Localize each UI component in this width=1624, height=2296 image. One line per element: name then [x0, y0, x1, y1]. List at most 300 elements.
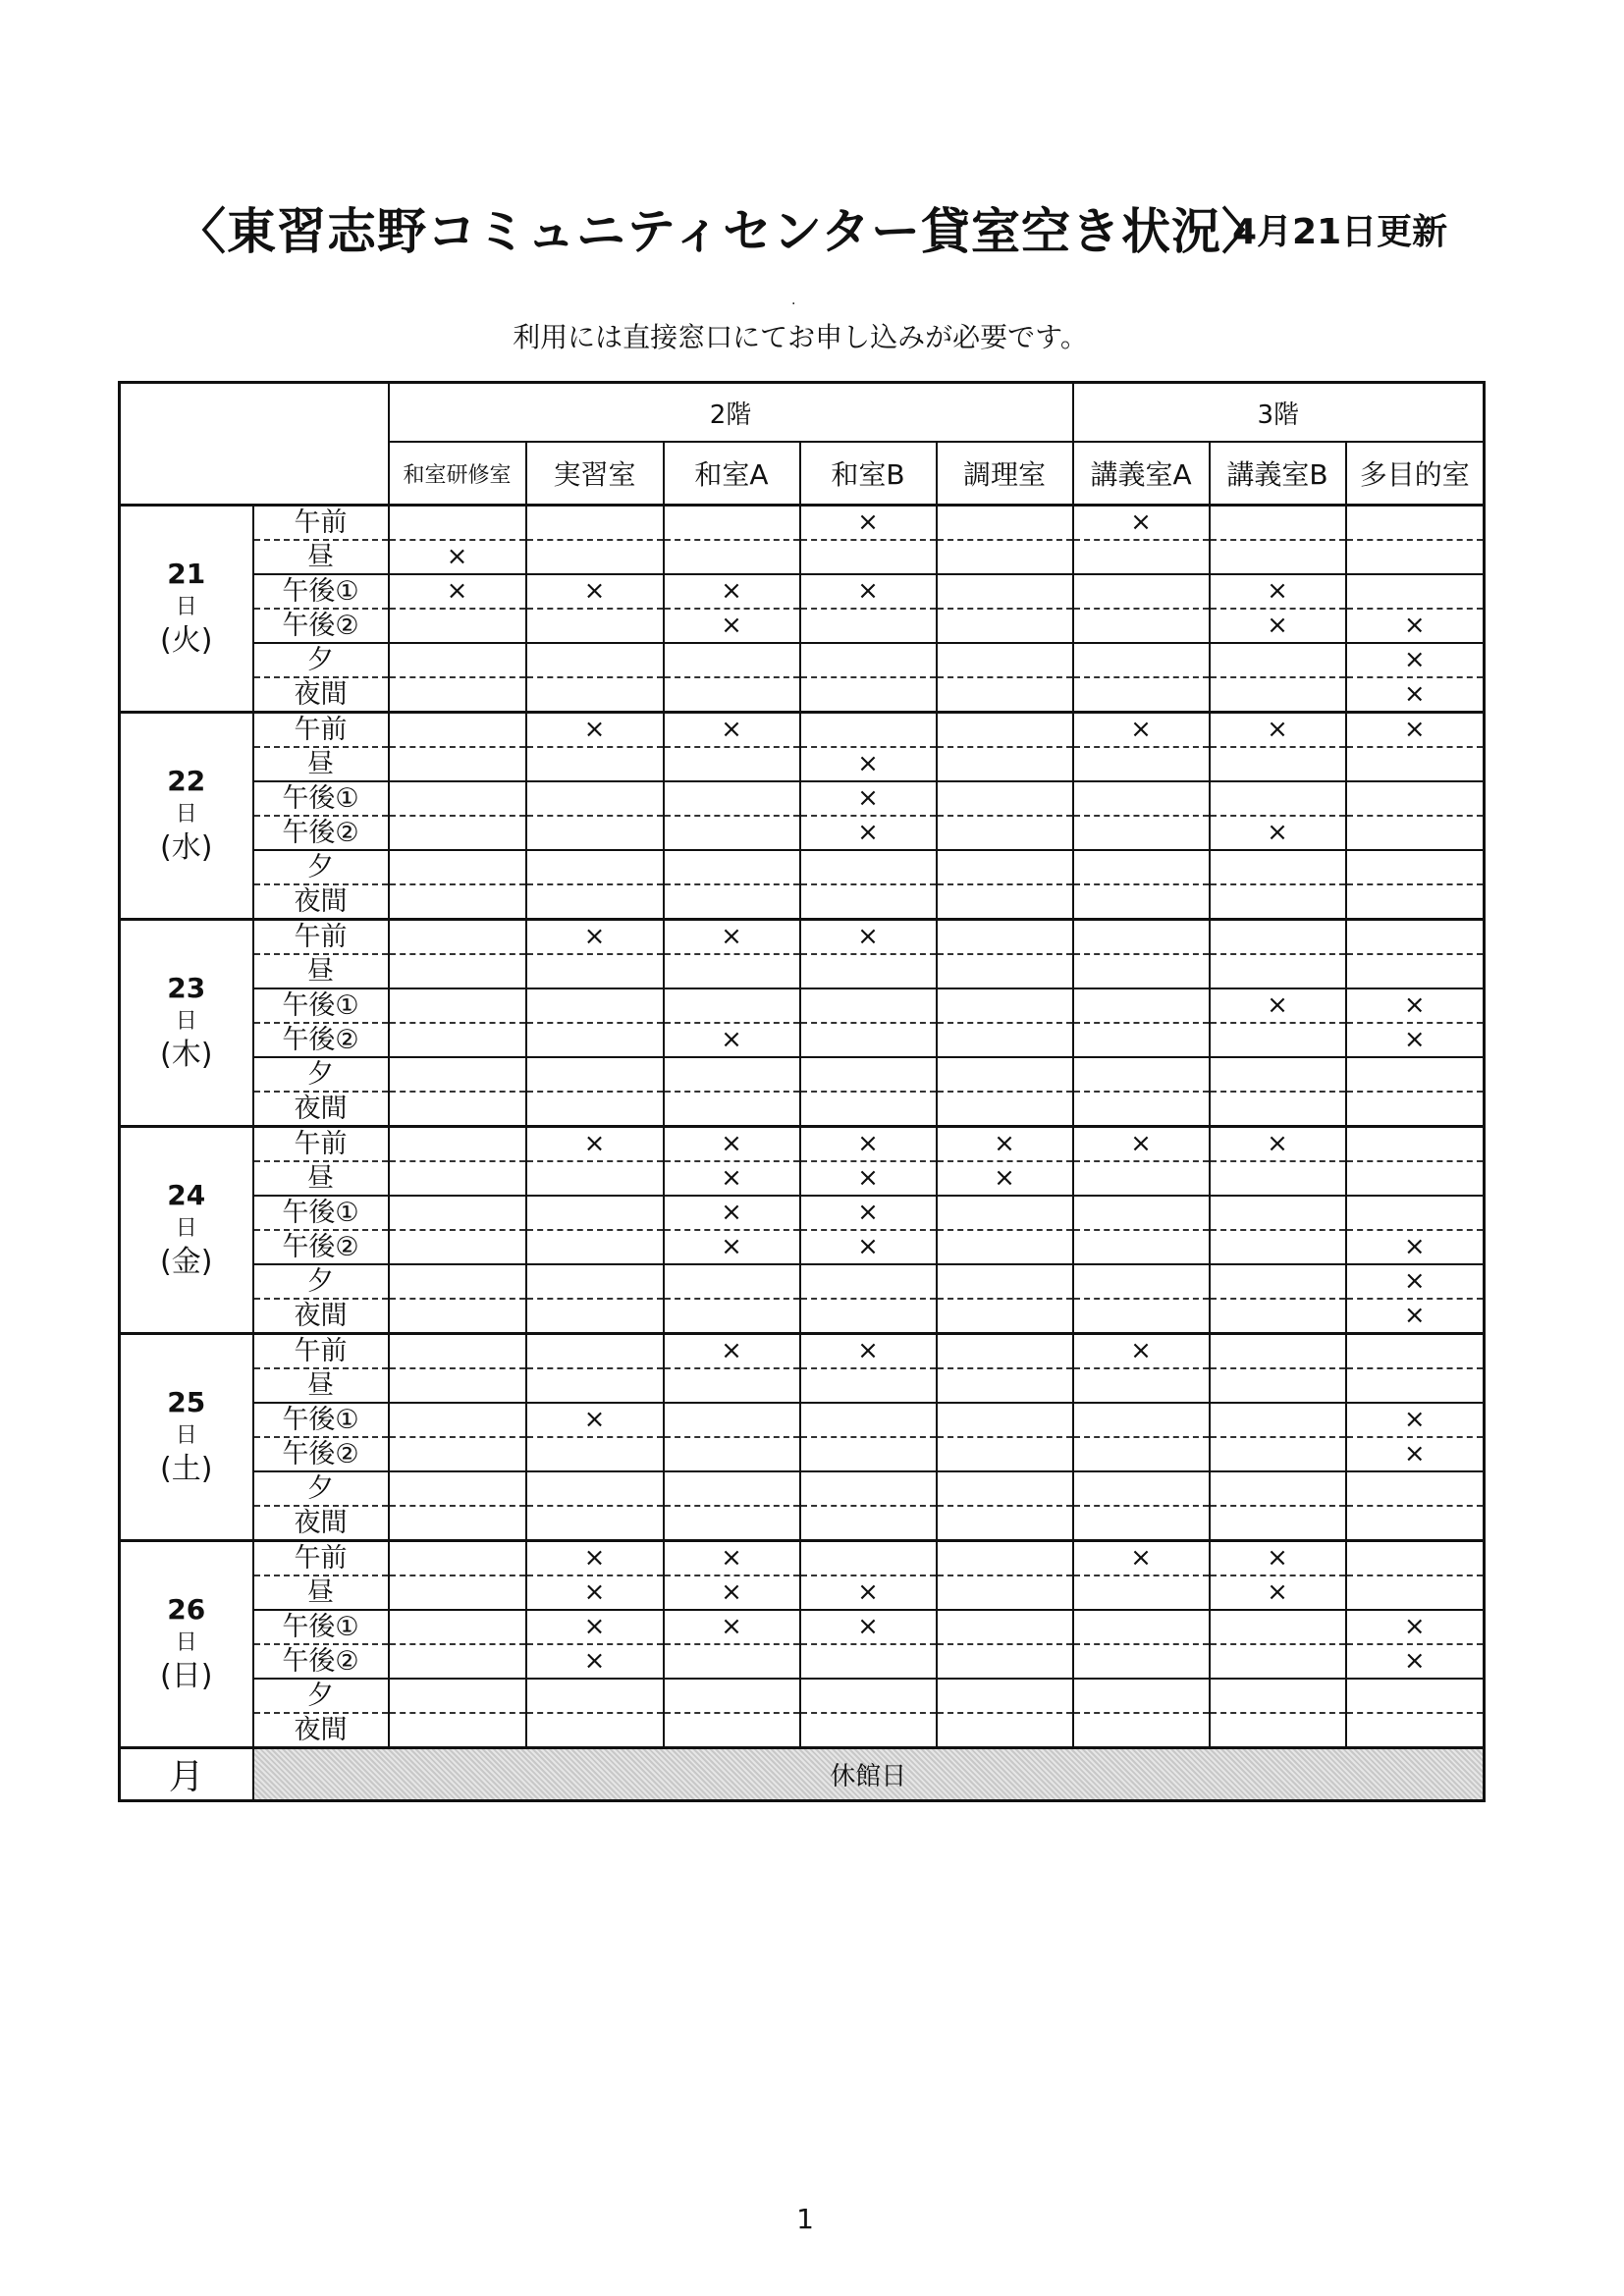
- slot-row: [120, 884, 1485, 920]
- slot-row: [120, 1713, 1485, 1748]
- availability-cell: [1210, 1230, 1346, 1264]
- time-slot-label: 夜間: [253, 1713, 389, 1748]
- availability-cell: [937, 1403, 1073, 1437]
- availability-cell: [1346, 1368, 1485, 1403]
- availability-cell: [937, 1679, 1073, 1713]
- weekday: (日): [160, 1659, 213, 1694]
- availability-cell: [389, 1092, 526, 1127]
- availability-cell: [800, 1471, 937, 1506]
- availability-cell: ×: [800, 747, 937, 781]
- floor-3-header: 3階: [1073, 383, 1485, 443]
- availability-cell: [664, 1437, 800, 1471]
- availability-cell: [389, 1713, 526, 1748]
- availability-cell: [1073, 1437, 1210, 1471]
- availability-cell: [526, 1368, 664, 1403]
- availability-cell: ×: [664, 713, 800, 748]
- time-slot-label: 夕: [253, 850, 389, 884]
- availability-cell: [800, 1299, 937, 1334]
- availability-cell: ×: [664, 1610, 800, 1644]
- day-number: 23: [167, 972, 206, 1004]
- availability-cell: [1073, 643, 1210, 677]
- availability-cell: ×: [800, 1610, 937, 1644]
- availability-cell: [389, 920, 526, 955]
- availability-cell: [1210, 540, 1346, 574]
- availability-cell: [1346, 747, 1485, 781]
- availability-cell: [664, 643, 800, 677]
- availability-cell: [1073, 540, 1210, 574]
- time-slot-label: 午後①: [253, 1196, 389, 1230]
- availability-cell: [664, 1713, 800, 1748]
- time-slot-label: 午前: [253, 713, 389, 748]
- availability-cell: [1346, 1196, 1485, 1230]
- availability-cell: [1210, 1161, 1346, 1196]
- availability-cell: [800, 1713, 937, 1748]
- availability-cell: [937, 1023, 1073, 1057]
- day-number: 26: [167, 1593, 206, 1626]
- availability-cell: [664, 781, 800, 816]
- availability-cell: ×: [1210, 1575, 1346, 1610]
- time-slot-label: 夕: [253, 643, 389, 677]
- availability-cell: ×: [664, 1127, 800, 1162]
- availability-cell: [1346, 1334, 1485, 1369]
- availability-cell: [389, 1023, 526, 1057]
- availability-cell: [800, 884, 937, 920]
- slot-row: [120, 1264, 1485, 1299]
- page-title: 〈東習志野コミュニティセンター貸室空き状況〉: [177, 203, 1272, 260]
- availability-cell: ×: [1210, 1127, 1346, 1162]
- availability-cell: [389, 1127, 526, 1162]
- slot-row: [120, 1334, 1485, 1369]
- availability-cell: [1210, 506, 1346, 541]
- availability-cell: [1210, 1264, 1346, 1299]
- availability-cell: [1210, 1506, 1346, 1541]
- availability-cell: [800, 643, 937, 677]
- availability-cell: [1210, 1196, 1346, 1230]
- availability-cell: [800, 1506, 937, 1541]
- slot-row: [120, 677, 1485, 713]
- availability-cell: [937, 1196, 1073, 1230]
- availability-cell: ×: [1346, 609, 1485, 643]
- availability-cell: [526, 1057, 664, 1092]
- availability-cell: [1073, 1161, 1210, 1196]
- availability-cell: ×: [800, 1334, 937, 1369]
- availability-cell: ×: [1210, 988, 1346, 1023]
- availability-cell: [1210, 1023, 1346, 1057]
- slot-row: [120, 713, 1485, 748]
- availability-cell: ×: [664, 574, 800, 609]
- availability-cell: [664, 1264, 800, 1299]
- slot-row: [120, 1023, 1485, 1057]
- availability-cell: [1073, 1713, 1210, 1748]
- availability-cell: [1346, 1471, 1485, 1506]
- availability-cell: [1073, 988, 1210, 1023]
- availability-cell: [389, 1506, 526, 1541]
- time-slot-label: 午前: [253, 1127, 389, 1162]
- availability-cell: [800, 1679, 937, 1713]
- time-slot-label: 午後②: [253, 1437, 389, 1471]
- availability-cell: [664, 884, 800, 920]
- availability-cell: [526, 677, 664, 713]
- availability-cell: [937, 884, 1073, 920]
- usage-notice: 利用には直接窓口にてお申し込みが必要です。: [513, 321, 1088, 353]
- time-slot-label: 夜間: [253, 1506, 389, 1541]
- time-slot-label: 午後②: [253, 609, 389, 643]
- availability-cell: [664, 954, 800, 988]
- availability-cell: [937, 1610, 1073, 1644]
- weekday: (火): [160, 623, 213, 659]
- slot-row: [120, 850, 1485, 884]
- availability-cell: [389, 677, 526, 713]
- availability-cell: [1073, 884, 1210, 920]
- time-slot-label: 昼: [253, 1368, 389, 1403]
- availability-cell: [389, 1679, 526, 1713]
- availability-cell: [526, 1437, 664, 1471]
- availability-cell: [526, 1196, 664, 1230]
- availability-cell: [389, 1334, 526, 1369]
- availability-cell: [1073, 677, 1210, 713]
- availability-cell: [664, 1506, 800, 1541]
- availability-cell: [937, 850, 1073, 884]
- availability-cell: ×: [1346, 1437, 1485, 1471]
- availability-cell: [1210, 1679, 1346, 1713]
- availability-cell: [1346, 1679, 1485, 1713]
- availability-cell: [1210, 1092, 1346, 1127]
- availability-cell: [389, 1437, 526, 1471]
- availability-cell: [664, 850, 800, 884]
- day-label: [120, 1541, 253, 1748]
- availability-cell: [664, 506, 800, 541]
- availability-cell: [937, 988, 1073, 1023]
- time-slot-label: 午前: [253, 506, 389, 541]
- slot-row: [120, 954, 1485, 988]
- availability-cell: [1073, 1610, 1210, 1644]
- slot-row: [120, 574, 1485, 609]
- availability-cell: ×: [526, 920, 664, 955]
- availability-cell: [800, 1368, 937, 1403]
- availability-cell: [526, 609, 664, 643]
- availability-cell: [937, 816, 1073, 850]
- corner-cell: [120, 383, 389, 506]
- time-slot-label: 夕: [253, 1057, 389, 1092]
- availability-cell: [389, 506, 526, 541]
- availability-cell: [526, 540, 664, 574]
- time-slot-label: 午後①: [253, 781, 389, 816]
- availability-cell: [526, 1230, 664, 1264]
- time-slot-label: 昼: [253, 540, 389, 574]
- availability-cell: ×: [664, 1196, 800, 1230]
- availability-cell: [526, 1471, 664, 1506]
- availability-cell: [937, 1057, 1073, 1092]
- availability-cell: ×: [800, 1575, 937, 1610]
- availability-cell: [1210, 850, 1346, 884]
- availability-cell: [1073, 1575, 1210, 1610]
- availability-cell: [664, 1299, 800, 1334]
- time-slot-label: 昼: [253, 1575, 389, 1610]
- weekday: (金): [160, 1245, 213, 1280]
- availability-cell: [1210, 643, 1346, 677]
- availability-cell: [1210, 747, 1346, 781]
- availability-cell: ×: [526, 1403, 664, 1437]
- availability-cell: [389, 1196, 526, 1230]
- slot-row: [120, 781, 1485, 816]
- availability-cell: [937, 1644, 1073, 1679]
- availability-cell: [389, 713, 526, 748]
- availability-cell: [937, 1506, 1073, 1541]
- availability-cell: [1073, 574, 1210, 609]
- availability-cell: [1073, 1264, 1210, 1299]
- availability-cell: [1210, 1057, 1346, 1092]
- availability-cell: [1346, 884, 1485, 920]
- availability-cell: [1210, 954, 1346, 988]
- availability-cell: [800, 1264, 937, 1299]
- availability-cell: [937, 1541, 1073, 1576]
- availability-cell: ×: [1073, 713, 1210, 748]
- availability-cell: [389, 988, 526, 1023]
- slot-row: [120, 1368, 1485, 1403]
- availability-cell: [526, 988, 664, 1023]
- availability-cell: [664, 747, 800, 781]
- availability-cell: [1073, 1196, 1210, 1230]
- availability-cell: [937, 954, 1073, 988]
- slot-row: [120, 1057, 1485, 1092]
- availability-cell: [1346, 1506, 1485, 1541]
- slot-row: [120, 1437, 1485, 1471]
- availability-cell: [937, 1230, 1073, 1264]
- availability-cell: [389, 1161, 526, 1196]
- availability-cell: [937, 540, 1073, 574]
- availability-cell: [1210, 677, 1346, 713]
- availability-cell: ×: [1210, 574, 1346, 609]
- time-slot-label: 午後①: [253, 988, 389, 1023]
- availability-cell: [389, 1057, 526, 1092]
- stray-dot: .: [791, 293, 796, 308]
- availability-cell: ×: [389, 540, 526, 574]
- day-unit: 日: [175, 1629, 197, 1655]
- slot-row: [120, 920, 1485, 955]
- availability-cell: [937, 747, 1073, 781]
- time-slot-label: 昼: [253, 1161, 389, 1196]
- slot-row: [120, 1092, 1485, 1127]
- availability-cell: [664, 1403, 800, 1437]
- room-header: 調理室: [937, 442, 1073, 506]
- availability-table: [118, 381, 1486, 1802]
- availability-cell: [1073, 1023, 1210, 1057]
- slot-row: [120, 1403, 1485, 1437]
- availability-cell: ×: [800, 816, 937, 850]
- availability-cell: [937, 643, 1073, 677]
- weekday: (木): [160, 1038, 213, 1073]
- availability-cell: [1210, 1334, 1346, 1369]
- availability-cell: [664, 1679, 800, 1713]
- slot-row: [120, 540, 1485, 574]
- availability-cell: [937, 713, 1073, 748]
- availability-cell: [1346, 1713, 1485, 1748]
- availability-cell: [800, 954, 937, 988]
- slot-row: [120, 506, 1485, 541]
- day-unit: 日: [175, 1008, 197, 1034]
- availability-cell: [937, 1264, 1073, 1299]
- availability-cell: [800, 677, 937, 713]
- availability-cell: ×: [1346, 1299, 1485, 1334]
- availability-cell: [389, 643, 526, 677]
- slot-row: [120, 1610, 1485, 1644]
- room-header: 和室研修室: [389, 442, 526, 506]
- room-header: 多目的室: [1346, 442, 1485, 506]
- availability-cell: [526, 1679, 664, 1713]
- availability-cell: ×: [800, 506, 937, 541]
- availability-cell: ×: [800, 1230, 937, 1264]
- availability-cell: ×: [389, 574, 526, 609]
- availability-cell: [1073, 1299, 1210, 1334]
- weekday: (土): [160, 1452, 213, 1487]
- slot-row: [120, 816, 1485, 850]
- availability-cell: [800, 540, 937, 574]
- availability-cell: [664, 988, 800, 1023]
- availability-cell: [1073, 781, 1210, 816]
- availability-cell: ×: [664, 1023, 800, 1057]
- availability-cell: [1210, 1368, 1346, 1403]
- availability-cell: [1210, 1403, 1346, 1437]
- availability-cell: [526, 1092, 664, 1127]
- day-label: [120, 1334, 253, 1541]
- time-slot-label: 午後①: [253, 1403, 389, 1437]
- availability-cell: ×: [526, 1575, 664, 1610]
- availability-cell: [1346, 1092, 1485, 1127]
- slot-row: [120, 1541, 1485, 1576]
- availability-cell: [800, 1644, 937, 1679]
- availability-cell: ×: [1346, 1264, 1485, 1299]
- availability-cell: ×: [1210, 713, 1346, 748]
- time-slot-label: 夕: [253, 1471, 389, 1506]
- floor-2-header: 2階: [389, 383, 1073, 443]
- availability-cell: [1346, 1127, 1485, 1162]
- availability-cell: [389, 1403, 526, 1437]
- time-slot-label: 午後②: [253, 1230, 389, 1264]
- availability-cell: ×: [1210, 1541, 1346, 1576]
- availability-cell: [389, 1471, 526, 1506]
- availability-cell: ×: [526, 1610, 664, 1644]
- availability-cell: [526, 1023, 664, 1057]
- availability-cell: ×: [1346, 677, 1485, 713]
- availability-cell: [1073, 1092, 1210, 1127]
- day-label: [120, 713, 253, 920]
- slot-row: [120, 1679, 1485, 1713]
- availability-cell: [389, 1644, 526, 1679]
- day-unit: 日: [175, 801, 197, 827]
- availability-cell: [389, 1541, 526, 1576]
- availability-cell: [389, 1299, 526, 1334]
- availability-cell: [389, 609, 526, 643]
- availability-cell: [526, 506, 664, 541]
- day-label: [120, 1127, 253, 1334]
- availability-cell: ×: [526, 1127, 664, 1162]
- slot-row: [120, 643, 1485, 677]
- availability-cell: ×: [664, 609, 800, 643]
- availability-cell: [937, 506, 1073, 541]
- availability-cell: [389, 850, 526, 884]
- day-unit: 日: [175, 594, 197, 619]
- slot-row: [120, 1471, 1485, 1506]
- day-label: [120, 506, 253, 713]
- availability-cell: [1346, 920, 1485, 955]
- availability-cell: [664, 1644, 800, 1679]
- availability-cell: [1073, 1506, 1210, 1541]
- availability-cell: [937, 1368, 1073, 1403]
- slot-row: [120, 747, 1485, 781]
- availability-cell: [1346, 954, 1485, 988]
- availability-cell: [526, 643, 664, 677]
- availability-cell: [526, 1299, 664, 1334]
- availability-cell: [1210, 1471, 1346, 1506]
- availability-cell: [800, 1023, 937, 1057]
- availability-cell: [1210, 1299, 1346, 1334]
- availability-cell: ×: [664, 920, 800, 955]
- update-date: 4月21日更新: [1232, 212, 1448, 252]
- time-slot-label: 夕: [253, 1264, 389, 1299]
- availability-cell: [1210, 1644, 1346, 1679]
- availability-cell: ×: [1346, 1644, 1485, 1679]
- time-slot-label: 午後②: [253, 1644, 389, 1679]
- availability-cell: ×: [1346, 713, 1485, 748]
- availability-cell: [1073, 954, 1210, 988]
- availability-cell: [1346, 1057, 1485, 1092]
- availability-cell: [664, 1057, 800, 1092]
- availability-cell: [526, 1264, 664, 1299]
- page-number: 1: [796, 2203, 814, 2235]
- availability-cell: [1073, 1057, 1210, 1092]
- availability-cell: ×: [1073, 1541, 1210, 1576]
- availability-cell: [1210, 884, 1346, 920]
- availability-cell: [937, 781, 1073, 816]
- availability-cell: [526, 850, 664, 884]
- availability-cell: [800, 1057, 937, 1092]
- time-slot-label: 夜間: [253, 884, 389, 920]
- availability-cell: ×: [664, 1541, 800, 1576]
- availability-cell: [1346, 781, 1485, 816]
- room-header: 講義室B: [1210, 442, 1346, 506]
- availability-cell: [1073, 1679, 1210, 1713]
- time-slot-label: 夜間: [253, 1092, 389, 1127]
- availability-cell: ×: [1210, 609, 1346, 643]
- availability-cell: [389, 1610, 526, 1644]
- day-unit: 日: [175, 1422, 197, 1448]
- availability-cell: ×: [664, 1575, 800, 1610]
- availability-cell: [1073, 920, 1210, 955]
- time-slot-label: 夜間: [253, 677, 389, 713]
- slot-row: [120, 1575, 1485, 1610]
- availability-cell: [664, 816, 800, 850]
- availability-cell: [526, 1713, 664, 1748]
- availability-cell: ×: [937, 1127, 1073, 1162]
- day-number: 22: [167, 765, 206, 797]
- slot-row: [120, 1299, 1485, 1334]
- slot-row: [120, 1127, 1485, 1162]
- availability-cell: ×: [1073, 1127, 1210, 1162]
- availability-cell: ×: [1346, 1610, 1485, 1644]
- availability-cell: [1210, 920, 1346, 955]
- day-unit: 日: [175, 1215, 197, 1241]
- availability-cell: [1346, 1541, 1485, 1576]
- availability-cell: [800, 1541, 937, 1576]
- availability-cell: [389, 884, 526, 920]
- availability-cell: ×: [937, 1161, 1073, 1196]
- availability-cell: [526, 1161, 664, 1196]
- slot-row: [120, 1230, 1485, 1264]
- availability-cell: ×: [1346, 1023, 1485, 1057]
- availability-cell: [937, 1092, 1073, 1127]
- availability-cell: [1346, 506, 1485, 541]
- availability-cell: [1346, 1161, 1485, 1196]
